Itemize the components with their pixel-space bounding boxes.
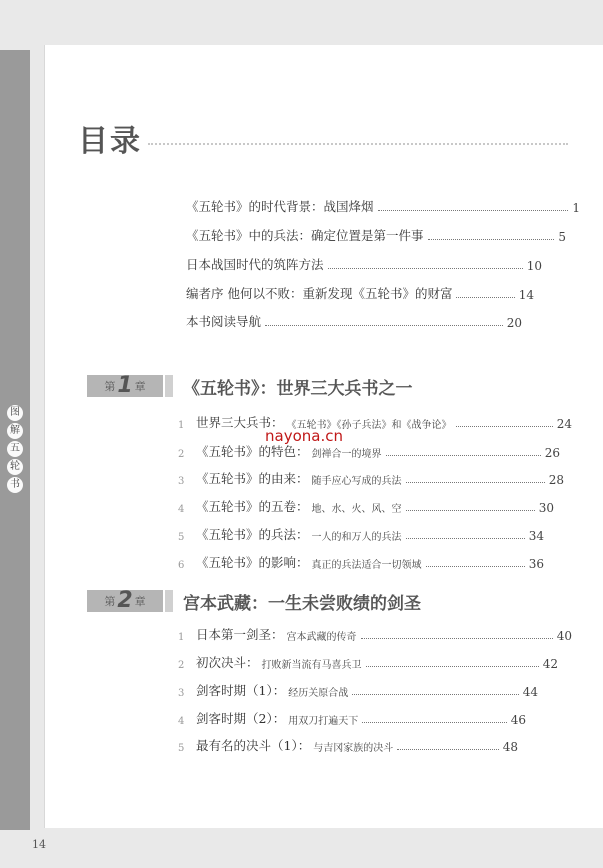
chapter-prefix: 第 (104, 595, 116, 608)
chapter-1-header[interactable] (87, 375, 413, 397)
dot-leader (397, 749, 499, 750)
chapter-badge (87, 375, 163, 397)
entry-page: 44 (522, 685, 538, 699)
entry-title: 《五轮书》中的兵法：确定位置是第一件事 (186, 228, 424, 243)
watermark-text: nayona.cn (265, 427, 343, 445)
series-char: 轮 (7, 459, 23, 475)
entry-title: 剑客时期（1）： (196, 683, 286, 698)
series-label (6, 405, 24, 493)
entry-number: 6 (178, 560, 185, 571)
chapter-suffix: 章 (134, 595, 146, 608)
toc-entry-ch2-1[interactable] (178, 623, 572, 643)
entry-title: 日本第一剑圣： (196, 627, 284, 642)
entry-title: 《五轮书》的由来： (196, 471, 309, 486)
entry-subtitle: 经历关原合战 (288, 688, 349, 699)
entry-title: 编者序 他何以不败：重新发现《五轮书》的财富 (186, 286, 453, 301)
dot-leader (362, 722, 507, 723)
entry-number: 4 (178, 504, 185, 515)
toc-entry-ch1-4[interactable] (178, 495, 554, 515)
entry-page: 28 (548, 473, 564, 487)
series-char: 五 (7, 441, 23, 457)
dot-leader (428, 239, 555, 240)
chapter-badge-accent (165, 375, 173, 397)
dot-leader (265, 325, 503, 326)
entry-title: 剑客时期（2）： (196, 711, 286, 726)
entry-page: 1 (572, 201, 580, 215)
page-title: 目录 (78, 124, 142, 159)
entry-title: 日本战国时代的筑阵方法 (186, 257, 324, 272)
dot-leader (352, 694, 519, 695)
dot-leader (361, 638, 553, 639)
entry-title: 初次决斗： (196, 655, 259, 670)
entry-subtitle: 剑禅合一的境界 (311, 449, 382, 460)
title-dotted-rule (148, 143, 568, 147)
entry-subtitle: 用双刀打遍天下 (288, 716, 359, 727)
toc-entry-ch1-5[interactable] (178, 523, 544, 543)
dot-leader (406, 510, 535, 511)
toc-entry-ch1-2[interactable] (178, 440, 560, 460)
entry-subtitle: 一人的和万人的兵法 (311, 532, 402, 543)
entry-title: 《五轮书》的影响： (196, 555, 309, 570)
dot-leader (386, 455, 541, 456)
chapter-title: 宫本武藏：一生未尝败绩的剑圣 (183, 593, 421, 614)
entry-page: 10 (526, 259, 542, 273)
dot-leader (426, 566, 525, 567)
dot-leader (406, 482, 545, 483)
entry-number: 4 (178, 716, 185, 727)
entry-subtitle: 地、水、火、风、空 (311, 504, 402, 515)
toc-entry-ch1-3[interactable] (178, 467, 564, 487)
dot-leader (378, 210, 569, 211)
entry-subtitle: 真正的兵法适合一切领域 (311, 560, 422, 571)
entry-title: 世界三大兵书： (196, 415, 284, 430)
entry-number: 2 (178, 449, 185, 460)
entry-title: 《五轮书》的时代背景：战国烽烟 (186, 199, 374, 214)
toc-entry-intro-3[interactable] (186, 253, 542, 273)
page-number: 14 (32, 838, 46, 851)
toc-entry-ch2-5[interactable] (178, 734, 518, 754)
chapter-badge-accent (165, 590, 173, 612)
entry-page: 34 (528, 529, 544, 543)
entry-subtitle: 宫本武藏的传奇 (286, 632, 357, 643)
toc-entry-ch2-2[interactable] (178, 651, 558, 671)
entry-title: 《五轮书》的五卷： (196, 499, 309, 514)
entry-title: 《五轮书》的兵法： (196, 527, 309, 542)
entry-page: 24 (556, 417, 572, 431)
dot-leader (406, 538, 525, 539)
chapter-prefix: 第 (104, 380, 116, 393)
dot-leader (456, 297, 514, 298)
entry-number: 3 (178, 688, 185, 699)
entry-page: 46 (510, 713, 526, 727)
toc-entry-ch2-4[interactable] (178, 707, 526, 727)
entry-title: 最有名的决斗（1）： (196, 738, 311, 753)
series-char: 解 (7, 423, 23, 439)
dot-leader (328, 268, 523, 269)
entry-page: 48 (502, 740, 518, 754)
entry-number: 1 (178, 632, 185, 643)
dot-leader (366, 666, 539, 667)
chapter-number: 1 (117, 373, 133, 398)
entry-number: 5 (178, 743, 185, 754)
toc-entry-ch1-1[interactable] (178, 411, 572, 431)
entry-page: 30 (538, 501, 554, 515)
toc-entry-intro-4[interactable] (186, 282, 534, 302)
chapter-2-header[interactable] (87, 590, 421, 612)
entry-subtitle: 《五轮书》《孙子兵法》和《战争论》 (286, 420, 452, 431)
toc-entry-intro-5[interactable] (186, 310, 522, 330)
chapter-badge (87, 590, 163, 612)
entry-subtitle: 随手应心写成的兵法 (311, 476, 402, 487)
entry-page: 20 (506, 316, 522, 330)
toc-entry-ch2-3[interactable] (178, 679, 538, 699)
series-char: 书 (7, 477, 23, 493)
entry-number: 2 (178, 660, 185, 671)
sidebar-strip (0, 50, 30, 830)
series-char: 图 (7, 405, 23, 421)
toc-entry-ch1-6[interactable] (178, 551, 544, 571)
entry-number: 3 (178, 476, 185, 487)
dot-leader (456, 426, 553, 427)
toc-entry-intro-1[interactable] (186, 195, 580, 215)
toc-entry-intro-2[interactable] (186, 224, 566, 244)
entry-page: 26 (544, 446, 560, 460)
entry-page: 42 (542, 657, 558, 671)
chapter-number: 2 (117, 588, 133, 613)
entry-page: 14 (518, 288, 534, 302)
entry-page: 5 (558, 230, 566, 244)
entry-subtitle: 与吉冈家族的决斗 (313, 743, 394, 754)
entry-title: 《五轮书》的特色： (196, 444, 309, 459)
entry-subtitle: 打败新当流有马喜兵卫 (261, 660, 362, 671)
entry-number: 5 (178, 532, 185, 543)
chapter-suffix: 章 (134, 380, 146, 393)
entry-page: 40 (556, 629, 572, 643)
chapter-title: 《五轮书》：世界三大兵书之一 (183, 378, 413, 399)
entry-page: 36 (528, 557, 544, 571)
entry-number: 1 (178, 420, 185, 431)
entry-title: 本书阅读导航 (186, 314, 262, 329)
